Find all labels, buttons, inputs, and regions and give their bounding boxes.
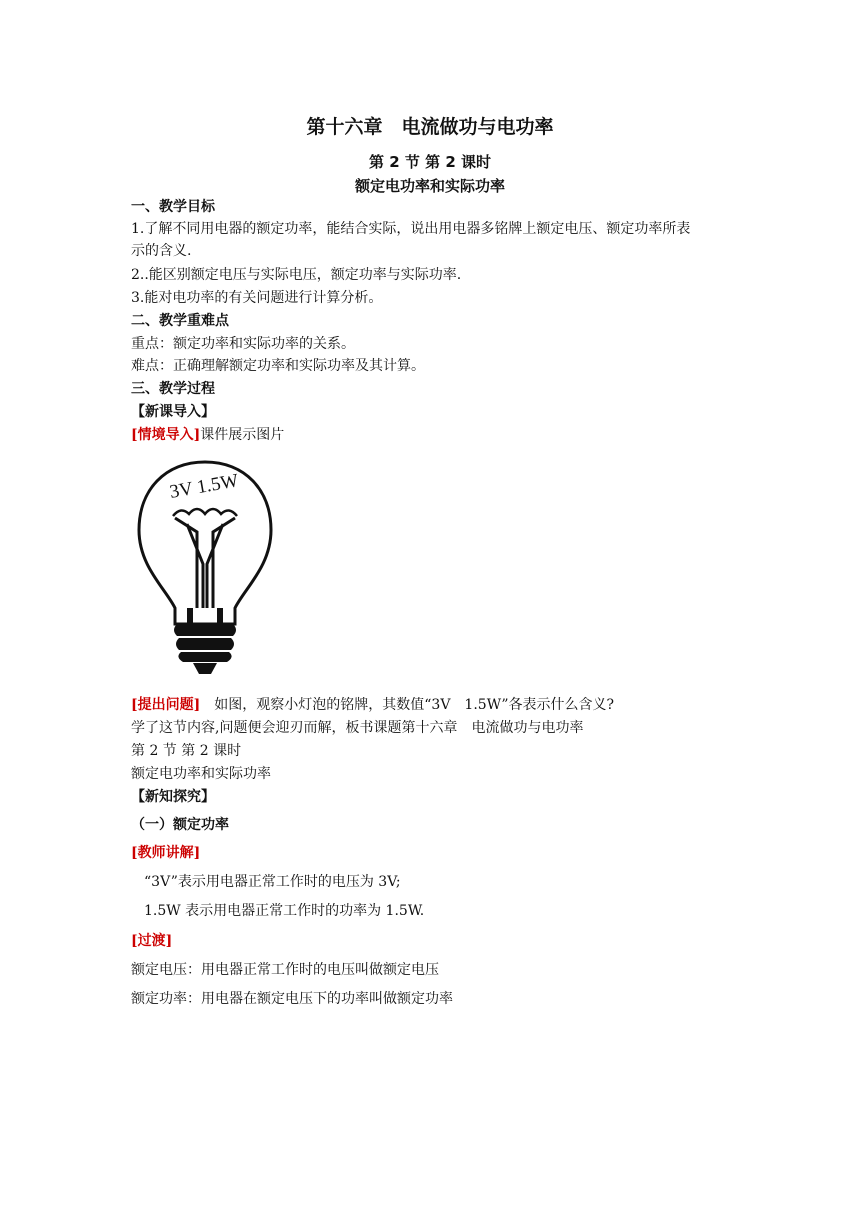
difficult-point: 难点：正确理解额定功率和实际功率及其计算。 bbox=[131, 358, 425, 374]
question-line bbox=[131, 695, 614, 715]
goal-1-line-b: 示的含义. bbox=[131, 243, 192, 259]
key-point: 重点：额定功率和实际功率的关系。 bbox=[131, 336, 355, 352]
bulb-rating-label: 3V 1.5W bbox=[168, 470, 240, 503]
question-tag: [提出问题] bbox=[131, 697, 201, 713]
teacher-explain-tag: [教师讲解] bbox=[131, 845, 201, 861]
rated-voltage-definition: 额定电压：用电器正常工作时的电压叫做额定电压 bbox=[131, 962, 439, 978]
new-lesson-intro: 【新课导入】 bbox=[131, 404, 215, 420]
scene-intro-line bbox=[131, 425, 284, 445]
part-1-heading: （一）额定功率 bbox=[131, 817, 229, 833]
goal-3: 3.能对电功率的有关问题进行计算分析。 bbox=[131, 290, 383, 306]
question-text: 如图，观察小灯泡的铭牌，其数值“3V 1.5W”各表示什么含义? bbox=[200, 697, 615, 713]
rated-power-definition: 额定功率：用电器在额定电压下的功率叫做额定功率 bbox=[131, 991, 453, 1007]
section-line: 第 2 节 第 2 课时 bbox=[369, 153, 491, 171]
heading-teaching-goals: 一、教学目标 bbox=[131, 199, 215, 215]
lesson-title: 额定电功率和实际功率 bbox=[354, 177, 505, 195]
goal-1-line-a: 1.了解不同用电器的额定功率，能结合实际，说出用电器多铭牌上额定电压、额定功率所表 bbox=[131, 221, 691, 237]
board-line-2: 额定电功率和实际功率 bbox=[131, 766, 271, 782]
light-bulb-illustration bbox=[135, 458, 275, 678]
explain-line-1: “3V”表示用电器正常工作时的电压为 3V; bbox=[144, 874, 401, 890]
board-line-1: 第 2 节 第 2 课时 bbox=[131, 743, 242, 759]
chapter-title: 第十六章 电流做功与电功率 bbox=[306, 116, 554, 138]
goal-2: 2..能区别额定电压与实际电压，额定功率与实际功率. bbox=[131, 267, 462, 283]
explain-line-2: 1.5W 表示用电器正常工作时的功率为 1.5W. bbox=[144, 903, 425, 919]
heading-teaching-process: 三、教学过程 bbox=[131, 381, 215, 397]
answer-line: 学了这节内容,问题便会迎刃而解，板书课题第十六章 电流做功与电功率 bbox=[131, 720, 584, 736]
scene-tag: [情境导入] bbox=[131, 427, 201, 443]
scene-text: 课件展示图片 bbox=[200, 427, 285, 443]
heading-key-points: 二、教学重难点 bbox=[131, 313, 229, 329]
new-knowledge-explore: 【新知探究】 bbox=[131, 789, 215, 805]
transition-tag: [过渡] bbox=[131, 933, 173, 949]
